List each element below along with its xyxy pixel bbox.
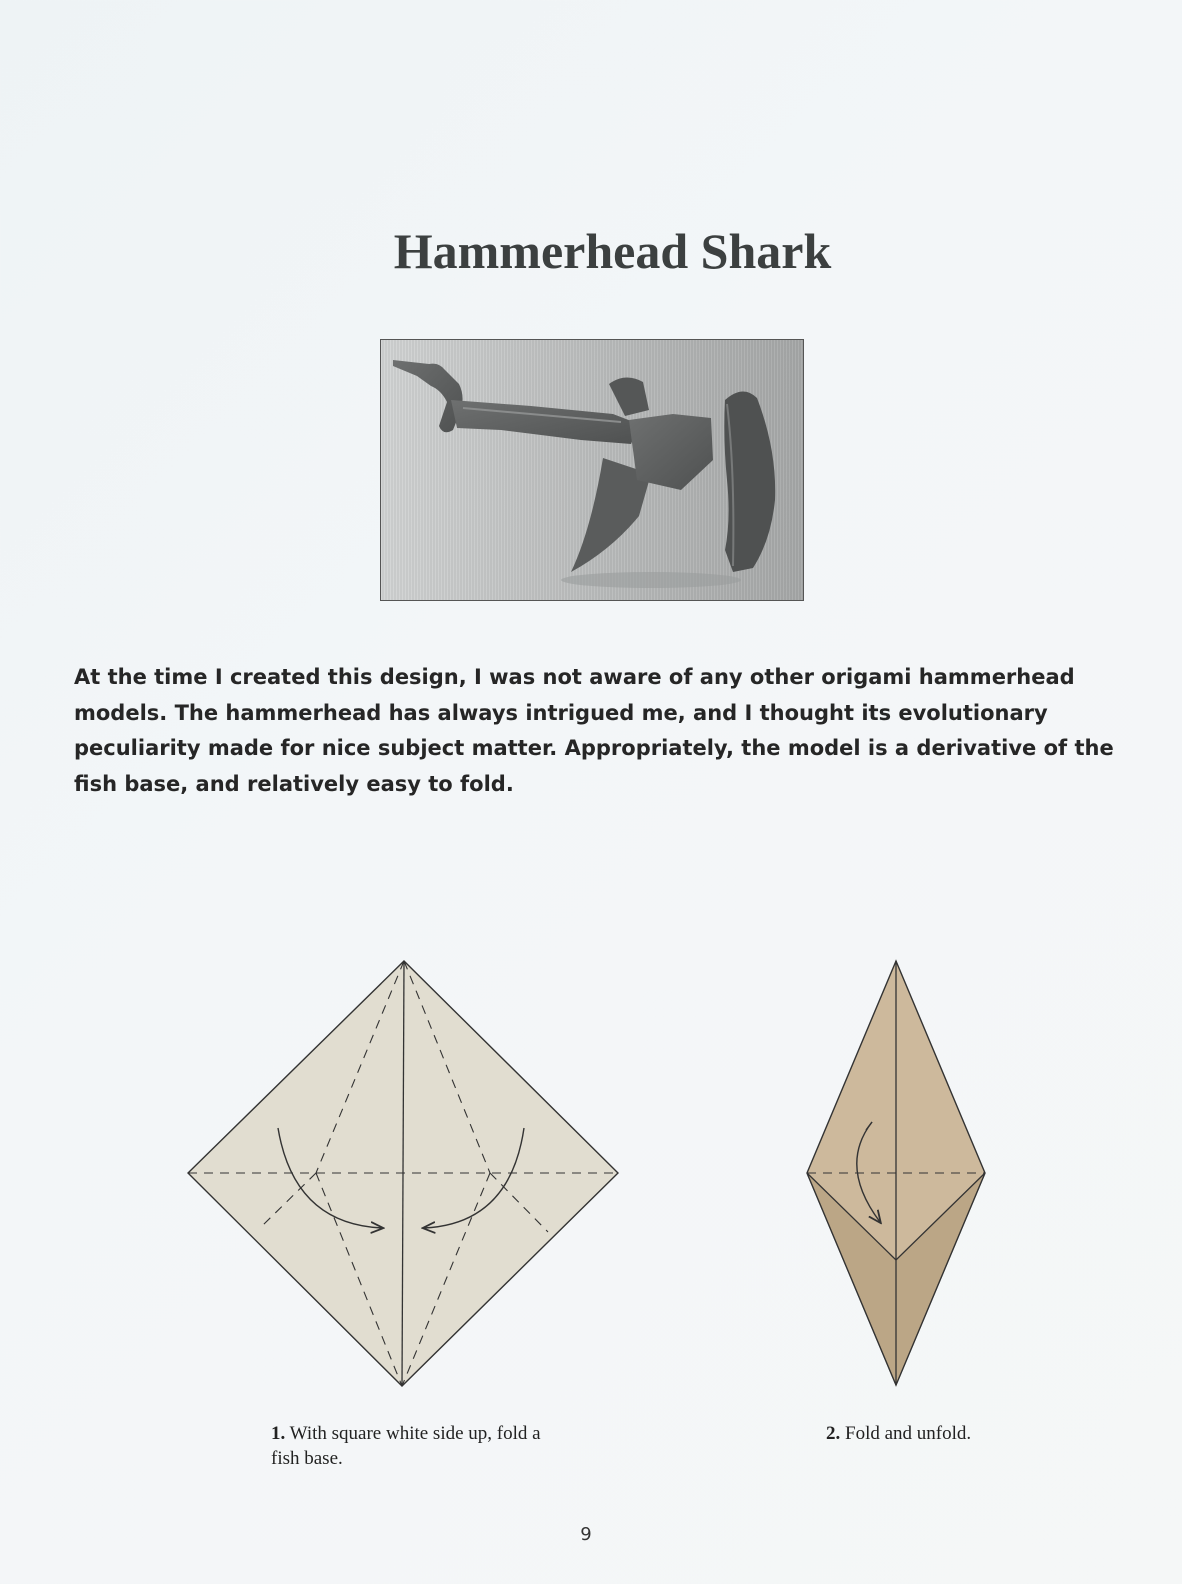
page-number: 9 (580, 1524, 592, 1545)
page-title: Hammerhead Shark (393, 223, 832, 279)
step-2-text: Fold and unfold. (840, 1423, 972, 1444)
step-2-number: 2. (826, 1423, 841, 1444)
step-2-caption (826, 1421, 1026, 1446)
step-1-caption (271, 1421, 571, 1471)
step-2-diagram (807, 961, 985, 1385)
step-1-text: With square white side up, fold a fish base. (271, 1423, 541, 1469)
intro-paragraph: At the time I created this design, I was not aware of any other origami hammerhead models. The hammerhead has always intrigued me, and I thought its evolutionary peculiarity made for nice subject matter. Appropriately, the model is a derivative of the fish base, and relatively easy to fold. (74, 665, 1114, 796)
step-1-diagram (188, 961, 618, 1386)
step-1-number: 1. (271, 1423, 286, 1444)
